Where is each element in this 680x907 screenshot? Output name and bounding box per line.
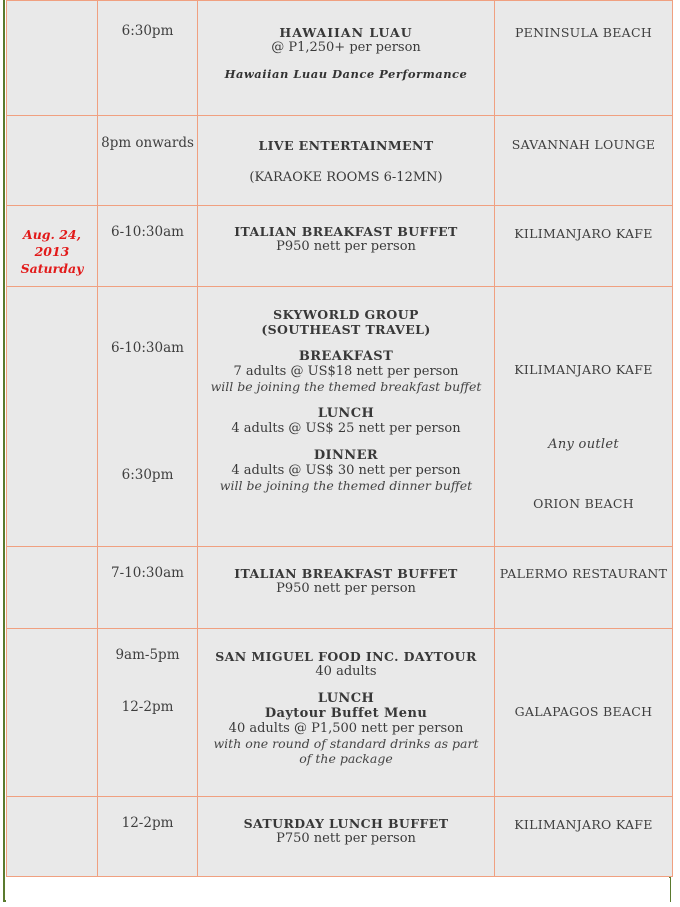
event-detail: (KARAOKE ROOMS 6-12MN)	[249, 170, 443, 185]
table-row	[7, 116, 673, 206]
event-price: @ P1,250+ per person	[271, 40, 421, 55]
lunch-title: LUNCH	[317, 406, 375, 421]
event-price: P950 nett per person	[276, 581, 416, 596]
time-cell: 7-10:30am	[98, 547, 198, 629]
day-label: Saturday	[20, 261, 84, 276]
venue-cell: GALAPAGOS BEACH	[495, 629, 673, 797]
table-row	[7, 287, 673, 547]
event-guests: 40 adults	[315, 664, 377, 679]
event-price: P750 nett per person	[276, 831, 416, 846]
event-title: SAN MIGUEL FOOD INC. DAYTOUR	[215, 649, 477, 664]
event-title: HAWAIIAN LUAU	[279, 25, 413, 40]
event-cell	[198, 206, 495, 287]
date-label: Aug. 24, 2013	[23, 227, 81, 259]
lunch-note: with one round of standard drinks as part of the package	[213, 736, 479, 766]
dinner-title: DINNER	[313, 448, 379, 463]
venue-cell: PALERMO RESTAURANT	[495, 547, 673, 629]
dinner-note: will be joining the themed dinner buffet	[219, 478, 473, 493]
breakfast-title: BREAKFAST	[298, 349, 394, 364]
event-cell	[198, 547, 495, 629]
event-price: P950 nett per person	[276, 239, 416, 254]
table-row	[7, 547, 673, 629]
table-row	[7, 1, 673, 116]
date-cell	[7, 206, 98, 287]
event-cell	[198, 116, 495, 206]
event-title: LIVE ENTERTAINMENT	[258, 138, 434, 153]
table-row	[7, 797, 673, 877]
venue-cell: PENINSULA BEACH	[495, 1, 673, 116]
venue-cell: KILIMANJARO KAFE Any outlet ORION BEACH	[495, 287, 673, 547]
breakfast-note: will be joining the themed breakfast buffet	[210, 379, 482, 394]
event-cell	[198, 797, 495, 877]
lunch-price: 40 adults @ P1,500 nett per person	[228, 721, 464, 736]
bottom-margin	[6, 878, 670, 902]
time-cell: 6-10:30am 6:30pm	[98, 287, 198, 547]
dinner-price: 4 adults @ US$ 30 nett per person	[231, 463, 461, 478]
table-row	[7, 206, 673, 287]
schedule-table	[6, 0, 673, 877]
event-title: ITALIAN BREAKFAST BUFFET	[234, 566, 458, 581]
group-subtitle: (SOUTHEAST TRAVEL)	[261, 322, 431, 337]
event-cell	[198, 1, 495, 116]
venue-cell: SAVANNAH LOUNGE	[495, 116, 673, 206]
group-title: SKYWORLD GROUP	[273, 307, 419, 322]
event-note: Hawaiian Luau Dance Performance	[224, 67, 468, 81]
date-cell	[7, 1, 98, 116]
event-cell	[198, 629, 495, 797]
time-cell: 8pm onwards	[98, 116, 198, 206]
venue-cell: KILIMANJARO KAFE	[495, 206, 673, 287]
venue-cell: KILIMANJARO KAFE	[495, 797, 673, 877]
date-cell	[7, 547, 98, 629]
event-title: ITALIAN BREAKFAST BUFFET	[234, 224, 458, 239]
lunch-menu: Daytour Buffet Menu	[264, 706, 428, 721]
time-cell: 12-2pm	[98, 797, 198, 877]
time-cell: 6-10:30am	[98, 206, 198, 287]
date-cell	[7, 116, 98, 206]
time-cell: 6:30pm	[98, 1, 198, 116]
lunch-title: LUNCH	[317, 691, 375, 706]
event-cell	[198, 287, 495, 547]
time-cell: 9am-5pm 12-2pm	[98, 629, 198, 797]
event-title: SATURDAY LUNCH BUFFET	[243, 816, 449, 831]
lunch-price: 4 adults @ US$ 25 nett per person	[231, 421, 461, 436]
table-row	[7, 629, 673, 797]
breakfast-price: 7 adults @ US$18 nett per person	[233, 364, 459, 379]
date-cell	[7, 287, 98, 547]
date-cell	[7, 629, 98, 797]
date-cell	[7, 797, 98, 877]
